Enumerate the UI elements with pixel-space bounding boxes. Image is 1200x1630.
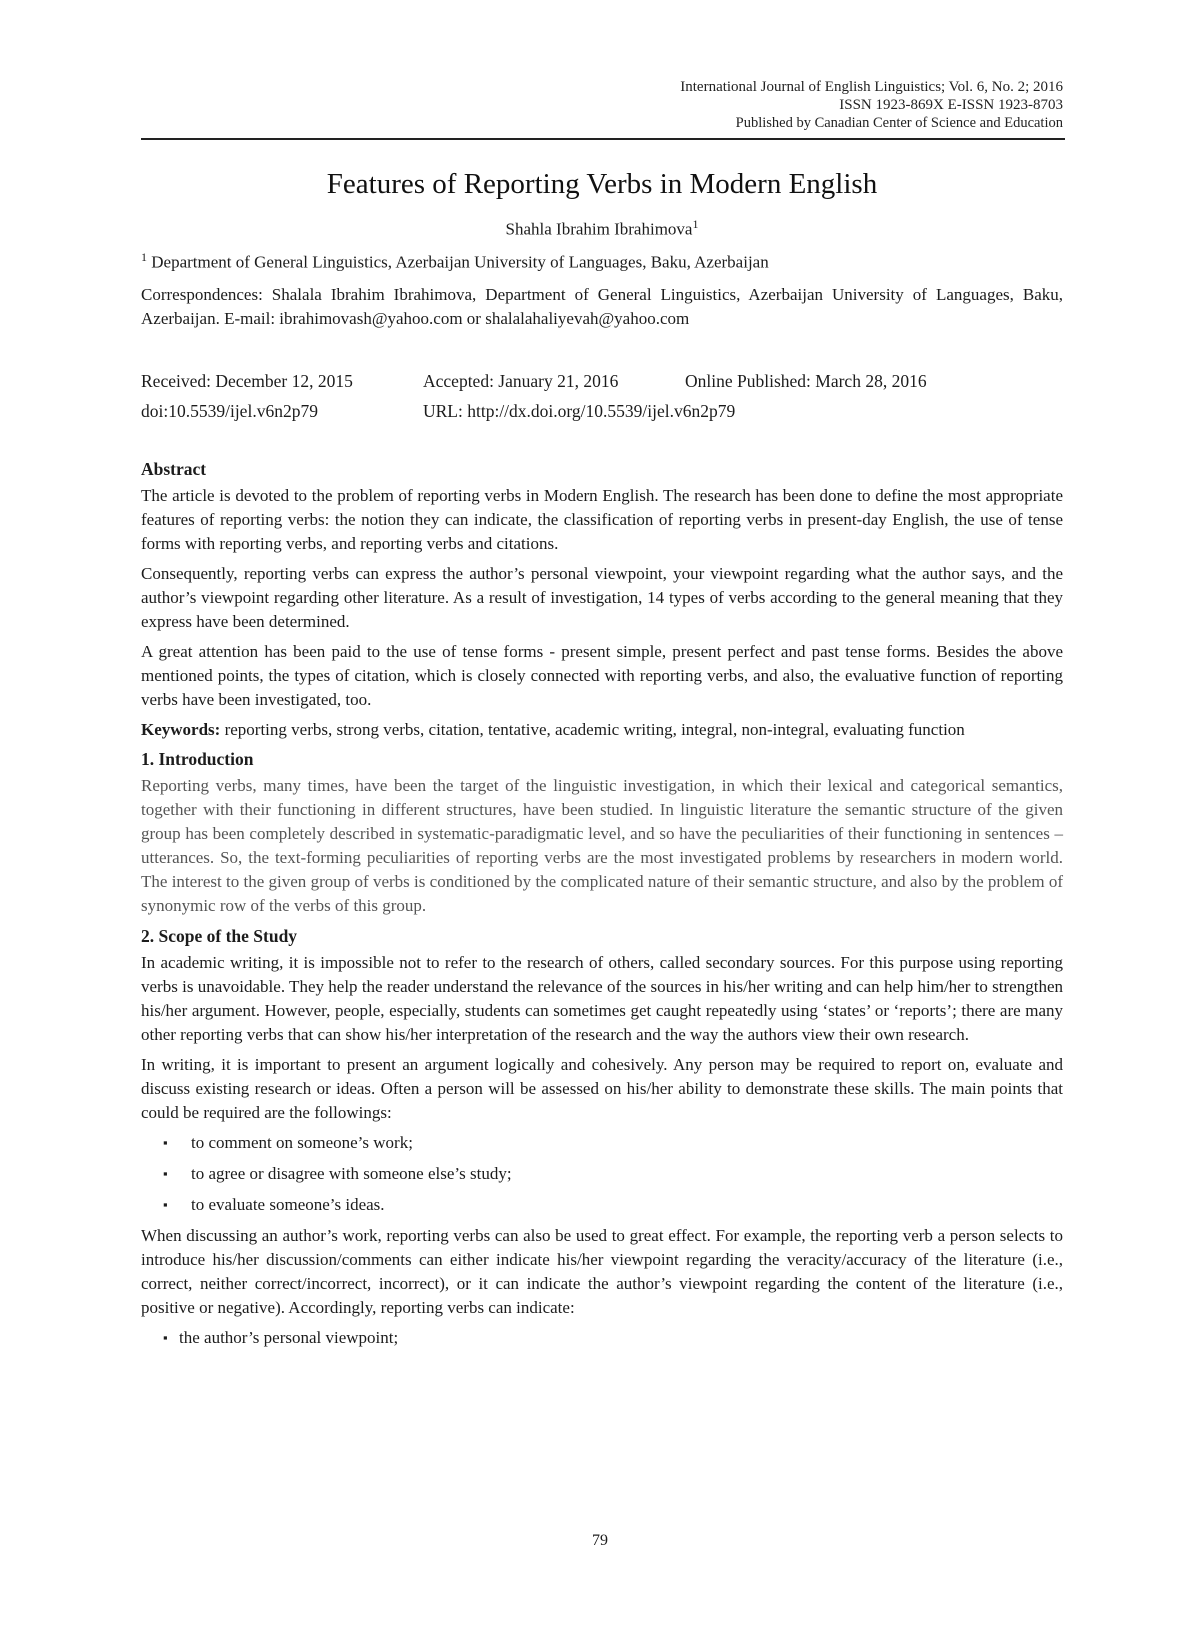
issn-line: ISSN 1923-869X E-ISSN 1923-8703 [839, 97, 1063, 113]
keywords-text: reporting verbs, strong verbs, citation, tentative, academic writing, integral, non-integral, evaluating function [224, 720, 965, 740]
list-item: ▪ to agree or disagree with someone else’s study; [163, 1162, 1063, 1186]
affiliation-superscript: 1 [141, 249, 147, 264]
author-name: Shahla Ibrahim Ibrahimova [505, 219, 693, 239]
list-item: ▪ to evaluate someone’s ideas. [163, 1193, 1063, 1217]
abstract-heading: Abstract [141, 459, 207, 480]
abstract-paragraph: Consequently, reporting verbs can express the author’s personal viewpoint, your viewpoint regarding what the author says, and the author’s viewpoint regarding other literature. As a result of investigation, 14 types of verbs according to the general meaning that they express have been determined. [141, 564, 1063, 632]
abstract-paragraph: A great attention has been paid to the use of tense forms - present simple, present perfect and past tense forms. Besides the above mentioned points, the types of citation, which is closely connected with reporting verbs, and also, the evaluative function of reporting verbs have been investigated, too. [141, 642, 1063, 710]
doi: doi:10.5539/ijel.v6n2p79 [141, 401, 318, 422]
abstract-paragraph: The article is devoted to the problem of reporting verbs in Modern English. The research has been done to define the most appropriate features of reporting verbs: the notion they can indicate, the classification of reporting verbs in present-day English, the use of tense forms with reporting verbs, and reporting verbs and citations. [141, 486, 1063, 554]
journal-header [141, 78, 1063, 132]
viewpoint-list [163, 1326, 1063, 1350]
author-superscript: 1 [692, 217, 699, 231]
header-rule [141, 138, 1065, 140]
keywords-label: Keywords: [141, 720, 221, 740]
paper-page [141, 78, 1063, 1350]
publication-dates [141, 366, 1063, 426]
page-number: 79 [592, 1532, 608, 1549]
accepted-date: Accepted: January 21, 2016 [423, 371, 619, 392]
correspondence: Correspondences: Shalala Ibrahim Ibrahimova, Department of General Linguistics, Azerbaijan University of Languages, Baku, Azerbaijan. E-mail: ibrahimovash@yahoo.com or shalalahaliyevah@yahoo.com [141, 285, 1063, 329]
url-link[interactable]: URL: http://dx.doi.org/10.5539/ijel.v6n2p79 [423, 401, 736, 422]
author-line [141, 217, 1063, 240]
scope-paragraph: When discussing an author’s work, reporting verbs can also be used to great effect. For example, the reporting verb a person selects to introduce his/her discussion/comments can either indicate his/her viewpoint regarding the veracity/accuracy of the literature (i.e., correct, neither correct/incorrect, incorrect), or it can indicate the author’s viewpoint regarding the content of the literature (i.e., positive or negative). Accordingly, reporting verbs can indicate: [141, 1226, 1063, 1318]
list-item: ▪ to comment on someone’s work; [163, 1131, 1063, 1155]
scope-paragraph: In academic writing, it is impossible not to refer to the research of others, called secondary sources. For this purpose using reporting verbs is unavoidable. They help the reader understand the relevance of the sources in his/her writing and can help him/her to strengthen his/her argument. However, people, especially, students can sometimes get caught repeatedly using ‘states’ or ‘reports’; there are many other reporting verbs that can show his/her interpretation of the research and the way the authors view their own research. [141, 953, 1063, 1045]
points-list [163, 1131, 1063, 1217]
affiliation-text: Department of General Linguistics, Azerbaijan University of Languages, Baku, Azerbaijan [151, 252, 769, 272]
section-heading-introduction: 1. Introduction [141, 749, 254, 770]
journal-line: International Journal of English Linguistics; Vol. 6, No. 2; 2016 [680, 79, 1063, 95]
introduction-paragraph: Reporting verbs, many times, have been the target of the linguistic investigation, in which their lexical and categorical semantics, together with their functioning in different structures, have been studied. In linguistic literature the semantic structure of the given group has been completely described in systematic-paradigmatic level, and so have the peculiarities of their functioning in sentences – utterances. So, the text-forming peculiarities of reporting verbs are the most investigated problems by researchers in modern world. The interest to the given group of verbs is conditioned by the complicated nature of their semantic structure, and also by the problem of synonymic row of the verbs of this group. [141, 776, 1063, 916]
list-item: ▪ the author’s personal viewpoint; [163, 1326, 1063, 1350]
online-published-date: Online Published: March 28, 2016 [685, 371, 927, 392]
affiliation [141, 250, 1063, 273]
keywords [141, 718, 1063, 741]
scope-paragraph: In writing, it is important to present an argument logically and cohesively. Any person may be required to report on, evaluate and discuss existing research or ideas. Often a person will be assessed on his/her ability to demonstrate these skills. The main points that could be required are the followings: [141, 1055, 1063, 1123]
publisher-line: Published by Canadian Center of Science and Education [735, 115, 1063, 131]
received-date: Received: December 12, 2015 [141, 371, 353, 392]
article-title: Features of Reporting Verbs in Modern English [326, 168, 878, 200]
section-heading-scope: 2. Scope of the Study [141, 926, 298, 947]
